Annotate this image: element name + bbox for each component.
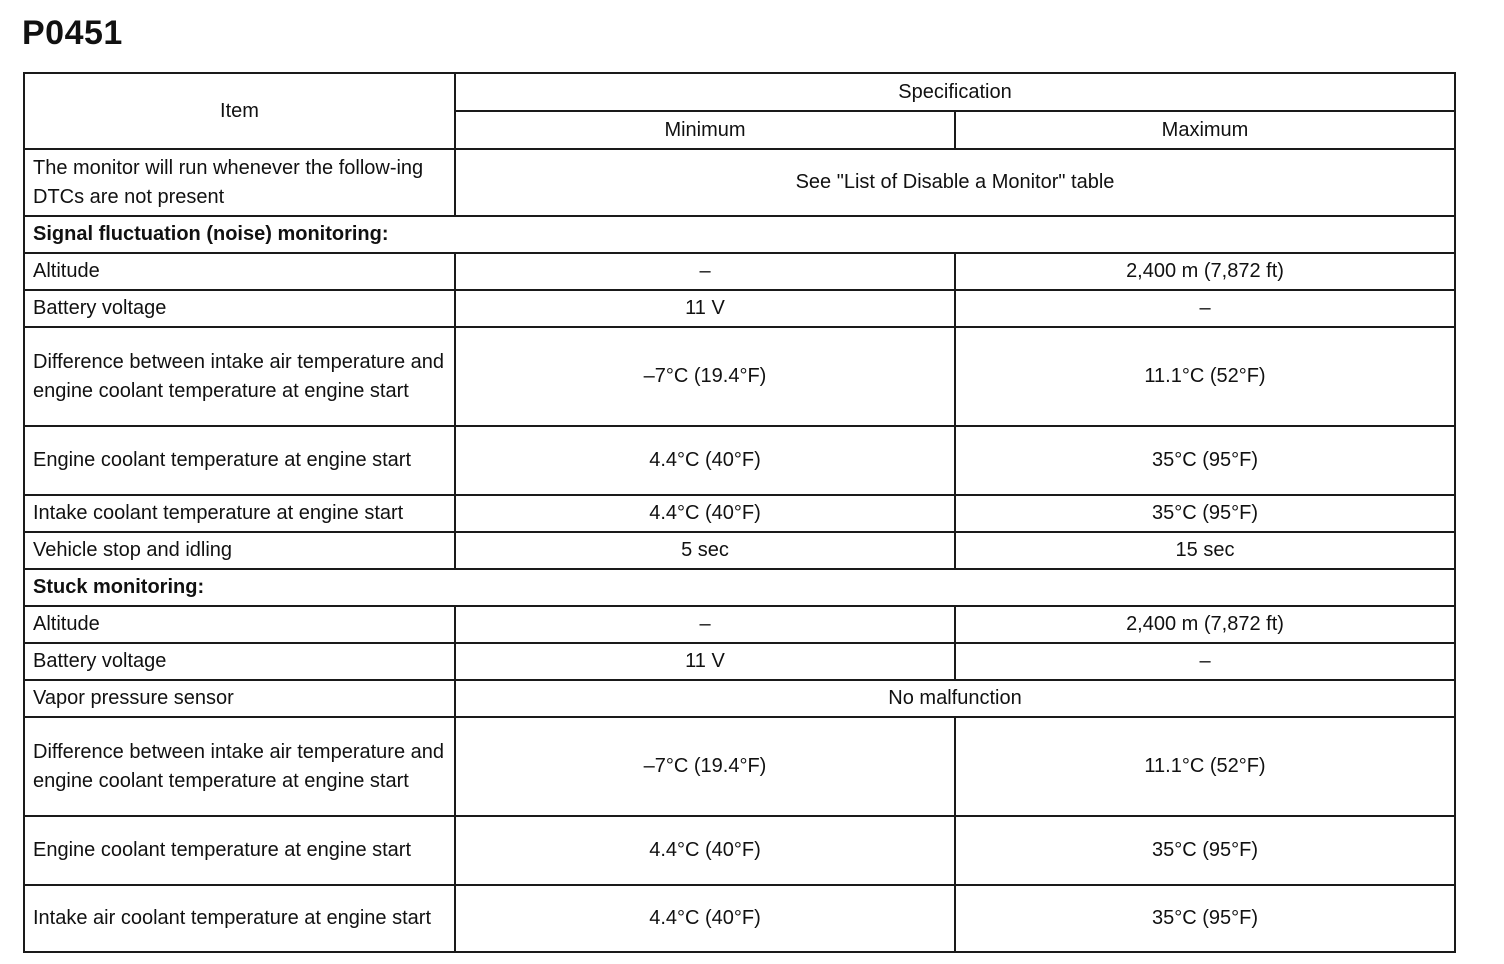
row-minimum: 4.4°C (40°F): [455, 426, 955, 495]
page-title: P0451: [22, 14, 123, 52]
row-item: Vehicle stop and idling: [24, 532, 455, 569]
row-minimum: 4.4°C (40°F): [455, 885, 955, 952]
row-span-value: See "List of Disable a Monitor" table: [455, 149, 1455, 216]
specification-table: [23, 72, 1456, 953]
row-item: Altitude: [24, 253, 455, 290]
row-maximum: 15 sec: [955, 532, 1455, 569]
row-item: Difference between intake air temperature and engine coolant temperature at engine start: [24, 717, 455, 816]
row-item: Engine coolant temperature at engine start: [24, 426, 455, 495]
section-heading: Signal fluctuation (noise) monitoring:: [24, 216, 1455, 253]
header-minimum: Minimum: [455, 111, 955, 149]
row-item: Battery voltage: [24, 643, 455, 680]
row-minimum: –: [455, 606, 955, 643]
row-minimum: 4.4°C (40°F): [455, 816, 955, 885]
row-maximum: 35°C (95°F): [955, 495, 1455, 532]
row-maximum: –: [955, 643, 1455, 680]
row-minimum: 11 V: [455, 290, 955, 327]
row-maximum: 35°C (95°F): [955, 885, 1455, 952]
row-item: Vapor pressure sensor: [24, 680, 455, 717]
header-item: Item: [24, 73, 455, 149]
row-item: The monitor will run whenever the follow-ing DTCs are not present: [24, 149, 455, 216]
row-maximum: –: [955, 290, 1455, 327]
row-item: Engine coolant temperature at engine start: [24, 816, 455, 885]
row-item: Altitude: [24, 606, 455, 643]
row-item: Intake air coolant temperature at engine start: [24, 885, 455, 952]
header-specification: Specification: [455, 73, 1455, 111]
row-maximum: 2,400 m (7,872 ft): [955, 253, 1455, 290]
row-minimum: –: [455, 253, 955, 290]
row-maximum: 35°C (95°F): [955, 426, 1455, 495]
row-minimum: 5 sec: [455, 532, 955, 569]
section-heading: Stuck monitoring:: [24, 569, 1455, 606]
row-minimum: 4.4°C (40°F): [455, 495, 955, 532]
row-minimum: –7°C (19.4°F): [455, 717, 955, 816]
row-item: Difference between intake air temperature and engine coolant temperature at engine start: [24, 327, 455, 426]
row-maximum: 11.1°C (52°F): [955, 327, 1455, 426]
row-item: Battery voltage: [24, 290, 455, 327]
row-maximum: 2,400 m (7,872 ft): [955, 606, 1455, 643]
row-minimum: 11 V: [455, 643, 955, 680]
row-maximum: 35°C (95°F): [955, 816, 1455, 885]
row-span-value: No malfunction: [455, 680, 1455, 717]
header-maximum: Maximum: [955, 111, 1455, 149]
row-maximum: 11.1°C (52°F): [955, 717, 1455, 816]
row-item: Intake coolant temperature at engine start: [24, 495, 455, 532]
row-minimum: –7°C (19.4°F): [455, 327, 955, 426]
